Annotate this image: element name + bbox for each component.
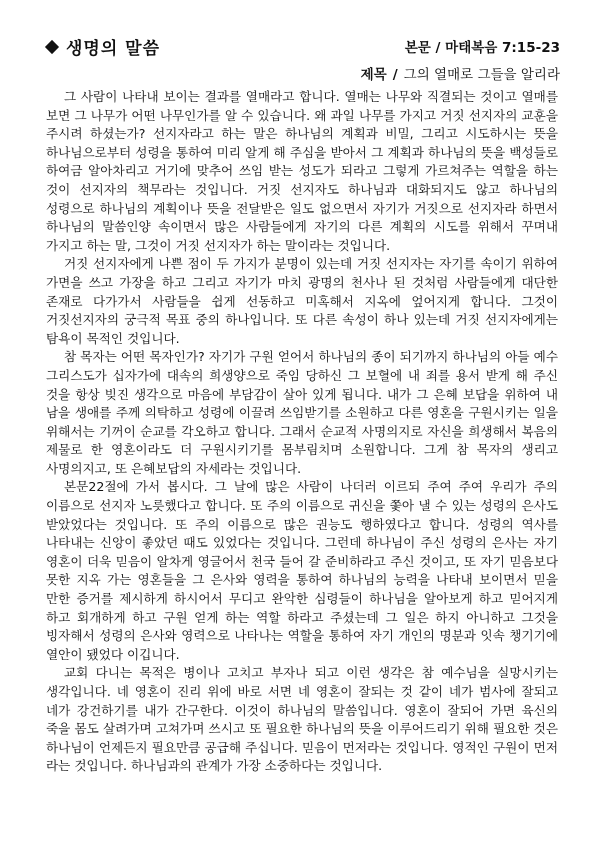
subject-label: 제목 [360, 67, 387, 83]
sermon-body [46, 88, 558, 776]
paragraph: 그 사람이 나타내 보이는 결과를 열매라고 합니다. 열매는 나무와 직결되는 것이고 열매를 보면 그 나무가 어떤 나무인가를 알 수 있습니다. 왜 과일 나무를 가지고 거짓 선지자의 교훈을 주시려 하셨는가? 선지자라고 하는 말은 하나님의 계획과 비밀, 그리고 시도하시는 뜻을 하나님으로부터 성령을 통하여 미리 알게 해 주심을 받아서 그 계획과 하나님의 뜻을 백성들로 하여금 알아차리고 거기에 맞추어 쓰임 받는 성도가 되라고 그렇게 가르쳐주는 역할을 하는 것이 선지자의 책무라는 것입니다. 거짓 선지자도 하나님과 대화되지도 않고 하나님의 성령으로 하나님의 계획이나 뜻을 전달받은 일도 없으면서 자기가 거짓으로 선지자라 하면서 하나님의 말씀인양 속이면서 많은 사람들에게 자기의 다른 계획의 시도를 위해서 꾸며내 가지고 하는 말, 그것이 거짓 선지자가 하는 말이라는 것입니다. [46, 89, 558, 253]
page-title: 생명의 말씀 [66, 39, 161, 59]
sermon-subject [361, 63, 560, 83]
subject-separator: / [392, 67, 398, 83]
paragraph: 참 목자는 어떤 목자인가? 자기가 구원 얻어서 하나님의 종이 되기까지 하나님의 아들 예수 그리스도가 십자가에 대속의 희생양으로 죽임 당하신 그 보혈에 내 죄를 용서 받게 해 주신 것을 항상 빚진 생각으로 마음에 부담감이 살아 있게 됩니다. 내가 그 은혜 보답을 위하여 내 남을 생애를 주께 의탁하고 성령에 이끌려 쓰임받기를 소원하고 다른 영혼을 구원시키는 일을 위해서는 기꺼이 순교를 각오하고 합니다. 그래서 순교적 사명의지로 자신을 희생해서 복음의 제물로 한 영혼이라도 더 구원시키기를 몸부림치며 소원합니다. 그게 참 목자의 생리고 사명의지고, 또 은혜보답의 자세라는 것입니다. [46, 349, 558, 476]
scripture-reference [405, 36, 560, 56]
diamond-bullet-icon [45, 39, 59, 53]
paragraph: 본문22절에 가서 봅시다. 그 날에 많은 사람이 나더러 이르되 주여 주여 우리가 주의 이름으로 선지자 노릇했다고 합니다. 또 주의 이름으로 귀신을 쫓아 낼 수 있는 성령의 은사도 받았었다는 것입니다. 또 주의 이름으로 많은 권능도 행하였다고 합니다. 성령의 역사를 나타내는 신앙이 좋았던 때도 있었다는 것입니다. 그런데 하나님이 주신 성령의 은사는 자기 영혼이 더욱 믿음이 알차게 영글어서 천국 들어 갈 준비하라고 주신 것이고, 또 자기 믿음보다 못한 지옥 가는 영혼들을 그 은사와 영력을 통하여 하나님의 능력을 나타내 보이면서 믿을 만한 증거를 제시하게 하시어서 무디고 완악한 심령들이 하나님을 알아보게 하고 믿어지게 하고 회개하게 하고 구원 얻게 하는 역할 하라고 주셨는데 그 일은 하지 아니하고 그것을 빙자해서 성령의 은사와 영력으로 나타나는 역할을 통하여 자기 개인의 명분과 잇속 챙기기에 열안이 됐었다 이깁니다. [46, 479, 558, 662]
reference-separator: / [435, 40, 446, 56]
title-row [47, 34, 160, 59]
paragraph: 교회 다니는 목적은 병이나 고치고 부자나 되고 이런 생각은 참 예수님을 실망시키는 생각입니다. 네 영혼이 진리 위에 바로 서면 네 영혼이 잘되는 것 같이 네가 범사에 잘되고 네가 강건하기를 내가 간구한다. 이것이 하나님의 말씀입니다. 영혼이 잘되어 가면 육신의 죽을 몸도 살려가며 고쳐가며 쓰시고 또 필요한 하나님의 뜻을 이루어드리기 위해 필요한 것은 하나님이 언제든지 필요만큼 공급해 주십니다. 믿음이 먼저라는 것입니다. 영적인 구원이 먼저 라는 것입니다. 하나님과의 관계가 가장 소중하다는 것입니다. [46, 665, 558, 774]
reference-label: 본문 [404, 40, 431, 56]
subject-value: 그의 열매로 그들을 알리라 [403, 67, 560, 83]
paragraph: 거짓 선지자에게 나쁜 점이 두 가지가 분명이 있는데 거짓 선지자는 자기를 속이기 위하여 가면을 쓰고 가장을 하고 그리고 자기가 마치 광명의 천사나 된 것처럼 사람들에게 대단한 존재로 다가가서 사람들을 쉽게 선동하고 미혹해서 지옥에 엎어지게 합니다. 그것이 거짓선지자의 궁극적 목표 중의 하나입니다. 또 다른 속성이 하나 있는데 거짓 선지자에게는 탐욕이 목적인 것입니다. [46, 256, 558, 346]
reference-value: 마태복음 7:15-23 [445, 40, 560, 56]
